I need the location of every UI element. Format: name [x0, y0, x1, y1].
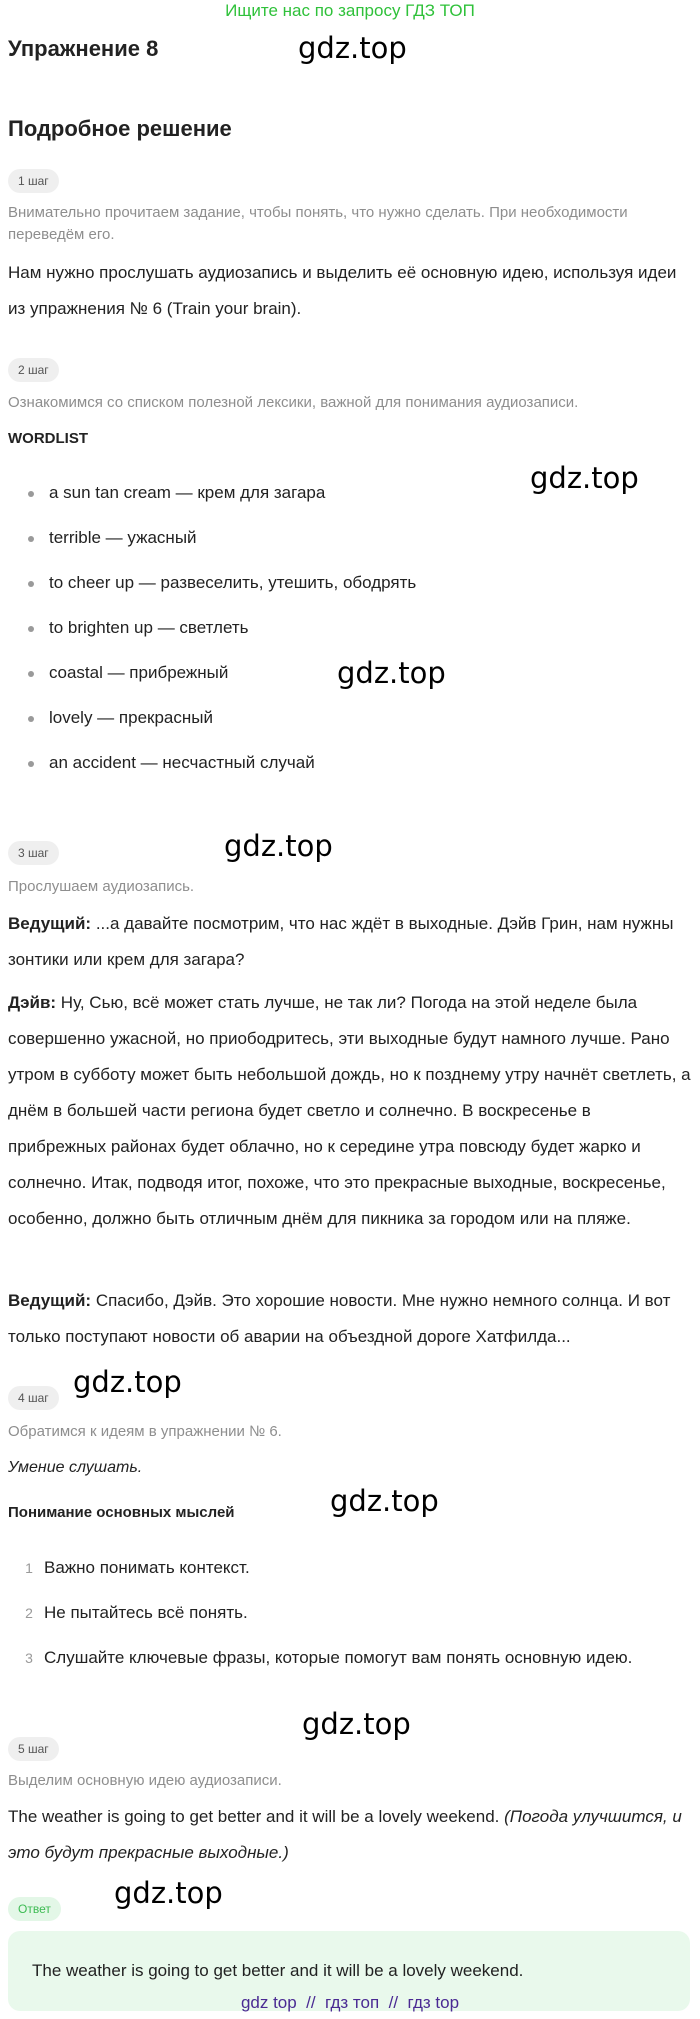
watermark: gdz.top: [530, 461, 639, 495]
list-number: 1: [25, 1560, 33, 1576]
list-item: an accident — несчастный случай: [49, 753, 315, 772]
bullet-icon: [28, 626, 36, 634]
main-idea: The weather is going to get better and it will be a lovely weekend.: [8, 1807, 505, 1826]
watermark: gdz.top: [302, 1707, 411, 1741]
speech-text: Ну, Сью, всё может стать лучше, не так ли? Погода на этой неделе была совершенно ужасной, но приободритесь, эти выходные будут намного лучше. Рано утром в субботу может быть небольшой дождь, но к позднему утру начнёт светлеть, а днём в большей части региона будет светло и солнечно. В воскресенье в прибрежных районах будет облачно, но к середине утра повсюду будет жарко и солнечно. Итак, подводя итог, похоже, что это прекрасные выходные, воскресенье, особенно, должно быть отличным днём для пикника за городом или на пляже.: [8, 993, 691, 1228]
step-badge: 2 шаг: [8, 358, 59, 382]
footer-links[interactable]: gdz top // гдз топ // гдз top: [240, 1993, 460, 2012]
answer-badge: Ответ: [8, 1897, 61, 1921]
watermark: gdz.top: [224, 829, 333, 863]
answer-text: The weather is going to get better and it will be a lovely weekend.: [32, 1961, 524, 1980]
list-item: coastal — прибрежный: [49, 663, 229, 682]
watermark: gdz.top: [298, 31, 407, 65]
step-text: [8, 1799, 692, 1871]
list-item: Не пытайтесь всё понять.: [44, 1603, 248, 1622]
bullet-icon: [28, 761, 36, 769]
list-item: Важно понимать контекст.: [44, 1558, 250, 1577]
list-number: 2: [25, 1605, 33, 1621]
dialogue-line: [8, 985, 692, 1237]
list-item: a sun tan cream — крем для загара: [49, 483, 326, 502]
watermark: gdz.top: [114, 1876, 223, 1910]
watermark: gdz.top: [337, 656, 446, 690]
speaker-name: Ведущий:: [8, 1291, 92, 1310]
step-badge: 1 шаг: [8, 169, 59, 193]
watermark: gdz.top: [330, 1484, 439, 1518]
speaker-name: Дэйв:: [8, 993, 57, 1012]
bullet-icon: [28, 491, 36, 499]
step-note: Внимательно прочитаем задание, чтобы понять, что нужно сделать. При необходимости переведём его.: [8, 204, 628, 243]
skill-label: Умение слушать.: [8, 1459, 143, 1476]
speaker-name: Ведущий:: [8, 914, 92, 933]
wordlist-title: WORDLIST: [8, 430, 88, 447]
step-badge: 5 шаг: [8, 1737, 59, 1761]
speech-text: Спасибо, Дэйв. Это хорошие новости. Мне нужно немного солнца. И вот только поступают новости об аварии на объездной дороге Хатфилда...: [8, 1291, 671, 1346]
solution-title: Подробное решение: [8, 116, 232, 141]
step-note: Выделим основную идею аудиозаписи.: [8, 1772, 282, 1789]
step-note: Ознакомимся со списком полезной лексики, важной для понимания аудиозаписи.: [8, 394, 579, 411]
list-item: Слушайте ключевые фразы, которые помогут вам понять основную идею.: [44, 1648, 633, 1667]
step-note: Прослушаем аудиозапись.: [8, 878, 195, 895]
bullet-icon: [28, 716, 36, 724]
page-title: Упражнение 8: [8, 36, 159, 61]
bullet-icon: [28, 536, 36, 544]
speech-text: ...а давайте посмотрим, что нас ждёт в выходные. Дэйв Грин, нам нужны зонтики или крем для загара?: [8, 914, 674, 969]
step-text: Нам нужно прослушать аудиозапись и выделить её основную идею, используя идеи из упражнения № 6 (Train your brain).: [8, 263, 677, 318]
step-badge: 4 шаг: [8, 1386, 59, 1410]
translation: (Погода улучшится, и это будут прекрасные выходные.): [8, 1807, 682, 1862]
step-badge: 3 шаг: [8, 841, 59, 865]
step-note: Обратимся к идеям в упражнении № 6.: [8, 1423, 282, 1440]
bullet-icon: [28, 581, 36, 589]
bullet-icon: [28, 671, 36, 679]
search-banner: Ищите нас по запросу ГДЗ ТОП: [225, 1, 475, 20]
watermark: gdz.top: [73, 1365, 182, 1399]
dialogue-line: [8, 906, 692, 978]
list-item: to brighten up — светлеть: [49, 618, 249, 637]
list-item: to cheer up — развеселить, утешить, ободрять: [49, 573, 417, 592]
list-number: 3: [25, 1650, 33, 1666]
dialogue-line: [8, 1283, 692, 1355]
section-subtitle: Понимание основных мыслей: [8, 1504, 235, 1521]
list-item: lovely — прекрасный: [49, 708, 213, 727]
list-item: terrible — ужасный: [49, 528, 197, 547]
